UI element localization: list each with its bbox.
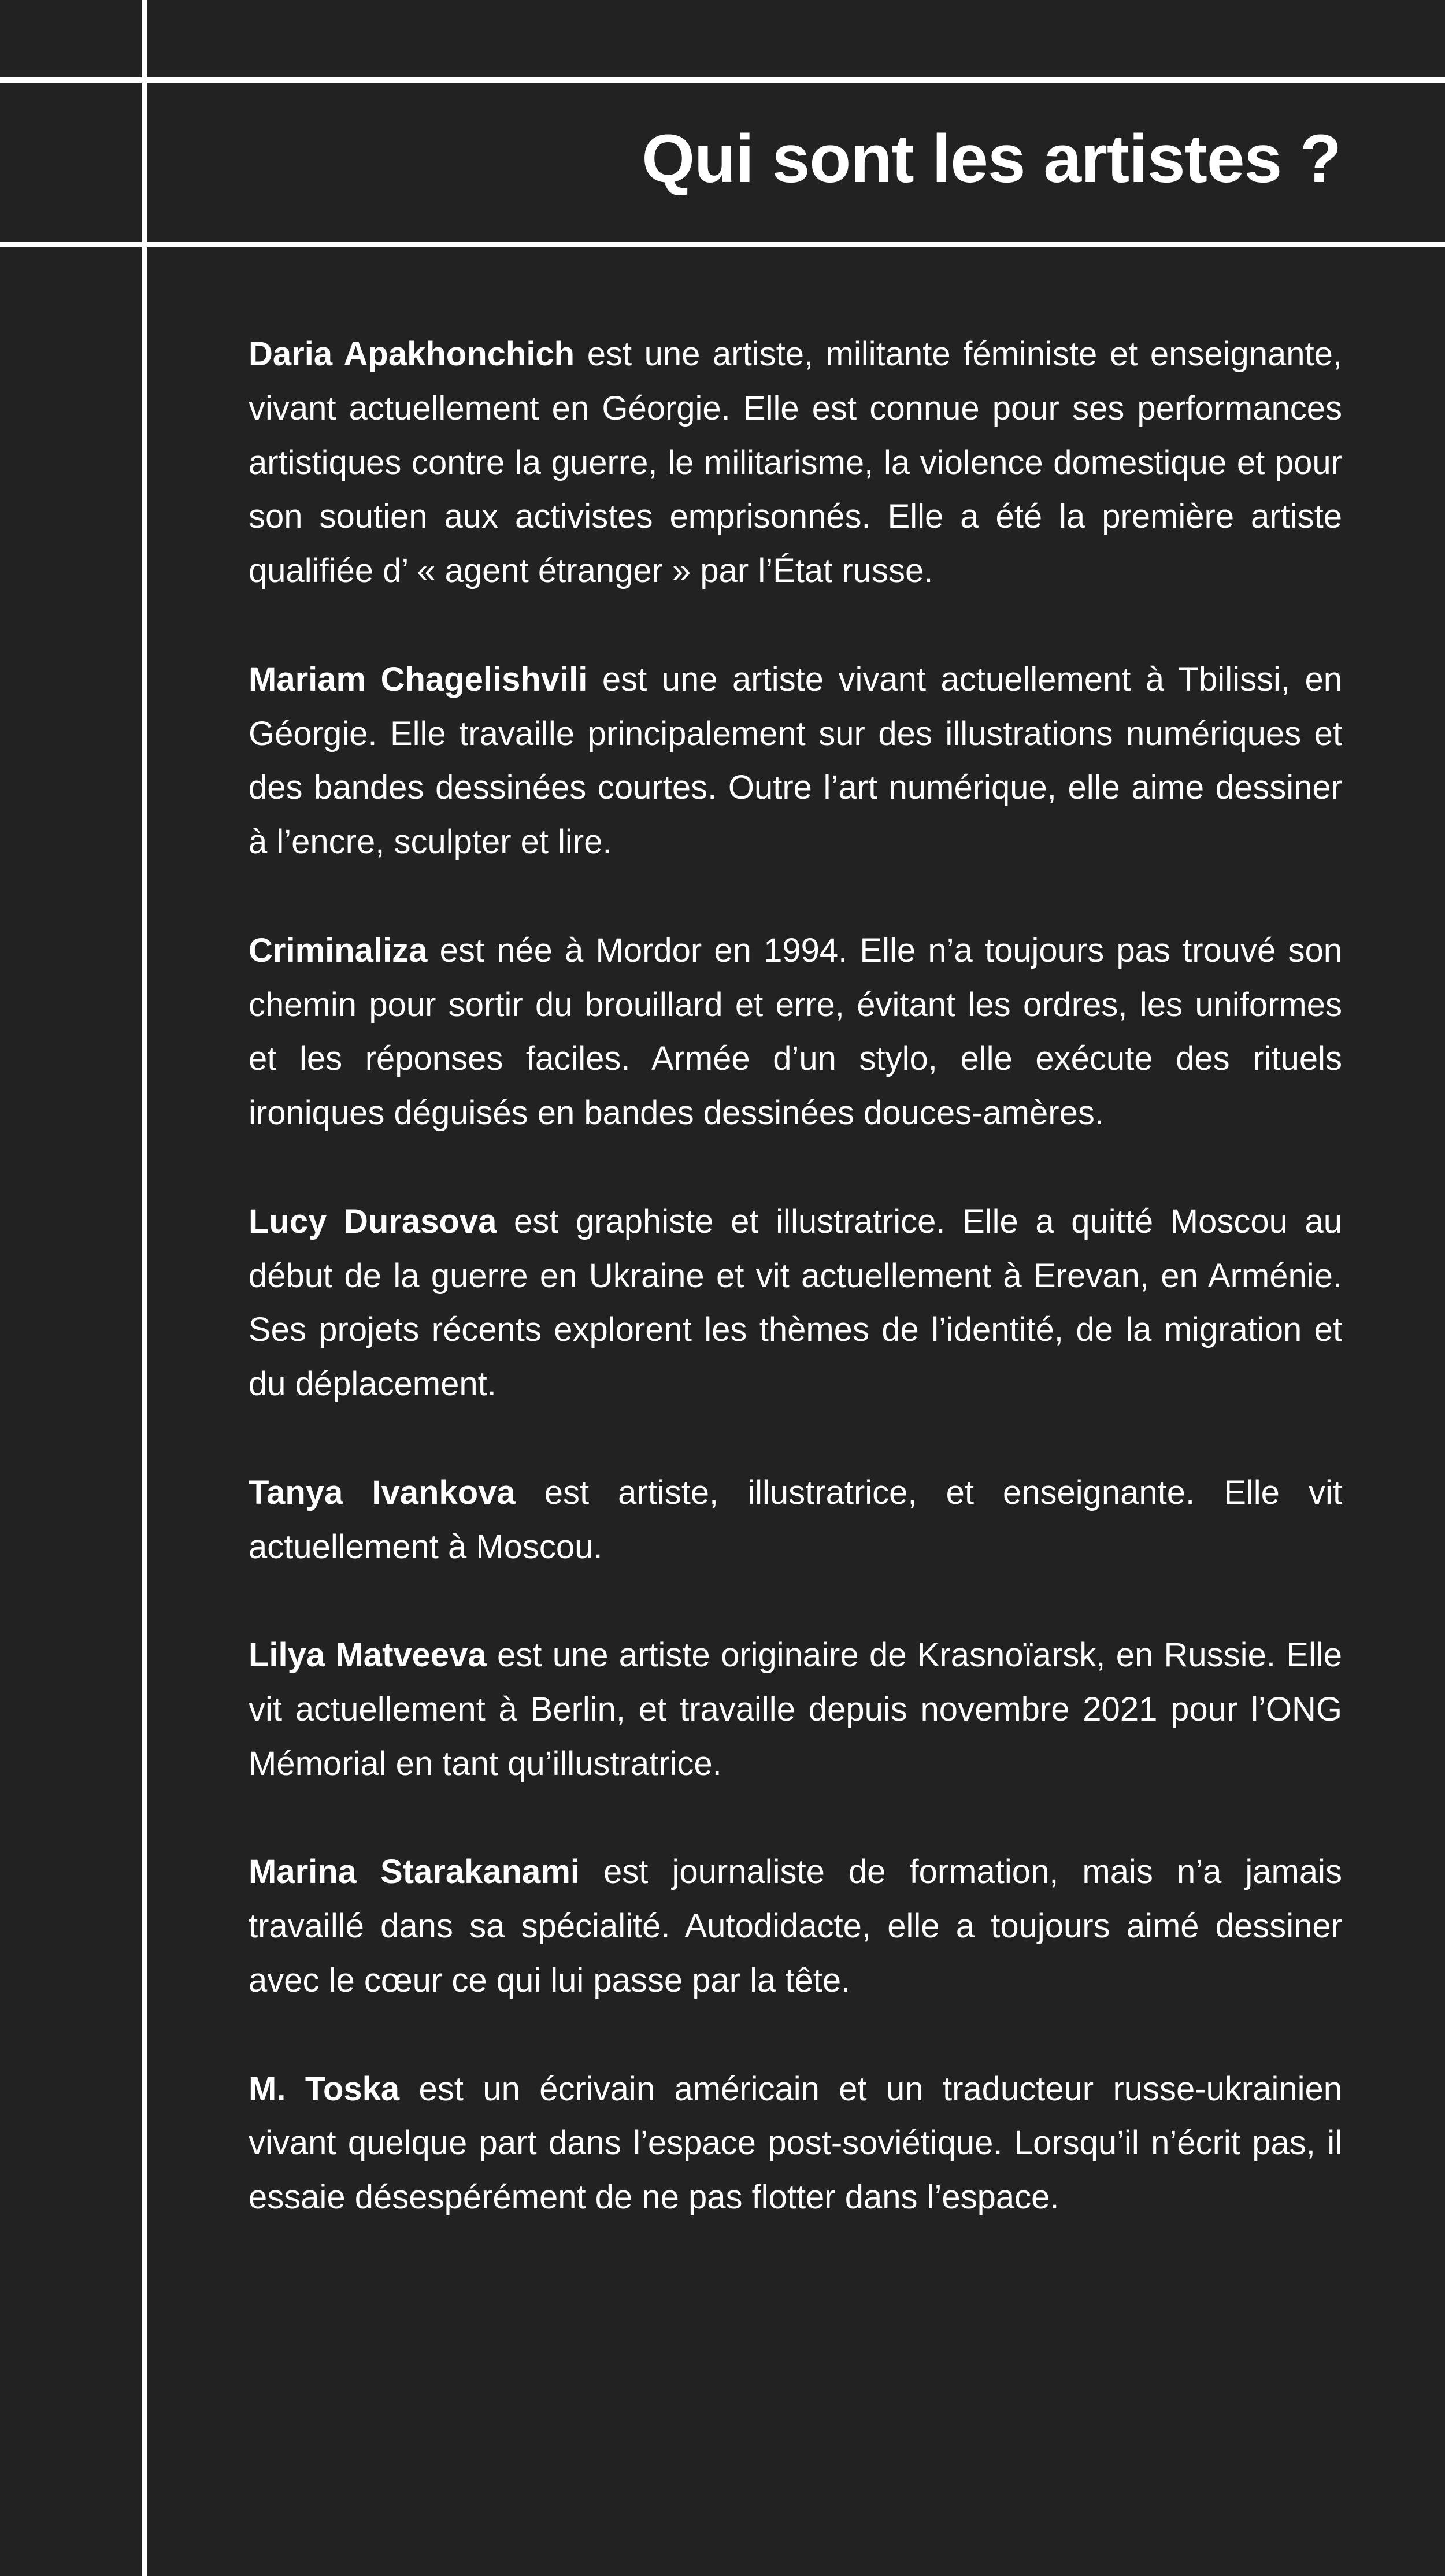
horizontal-rule-top: [0, 77, 1445, 83]
artist-bio-tanya-ivankova: [249, 1466, 1342, 1574]
artist-description: est une artiste originaire de Krasnoïarsk, en Russie. Elle vit actuellement à Berlin, et travaille depuis novembre 2021 pour l’ONG Mémorial en tant qu’illustratrice.: [249, 1636, 1342, 1782]
artist-description: est née à Mordor en 1994. Elle n’a toujours pas trouvé son chemin pour sortir du brouillard et erre, évitant les ordres, les uniformes et les réponses faciles. Armée d’un stylo, elle exécute des rituels ironiques déguisés en bandes dessinées douces-amères.: [249, 931, 1342, 1132]
artist-bio-m-toska: [249, 2062, 1342, 2225]
horizontal-rule-bottom: [0, 242, 1445, 247]
artist-name: Lilya Matveeva: [249, 1636, 487, 1674]
artist-bio-lilya-matveeva: [249, 1628, 1342, 1791]
artist-description: est journaliste de formation, mais n’a jamais travaillé dans sa spécialité. Autodidacte, elle a toujours aimé dessiner avec le cœur ce qui lui passe par la tête.: [249, 1853, 1342, 1999]
artist-name: Daria Apakhonchich: [249, 335, 575, 373]
artist-bio-mariam-chagelishvili: [249, 653, 1342, 869]
artist-bio-daria-apakhonchich: [249, 327, 1342, 598]
artist-bio-marina-starakanami: [249, 1845, 1342, 2007]
artist-name: Lucy Durasova: [249, 1202, 497, 1240]
artist-name: Tanya Ivankova: [249, 1473, 516, 1511]
artist-description: est graphiste et illustratrice. Elle a quitté Moscou au début de la guerre en Ukraine et vit actuellement à Erevan, en Arménie. Ses projets récents explorent les thèmes de l’identité, de la migration et du déplacement.: [249, 1202, 1343, 1403]
artist-name: Criminaliza: [249, 931, 428, 969]
artist-name: Mariam Chagelishvili: [249, 660, 588, 698]
vertical-rule: [142, 0, 147, 2576]
artist-name: Marina Starakanami: [249, 1853, 580, 1891]
artist-description: est un écrivain américain et un traducteur russe-ukrainien vivant quelque part dans l’espace post-soviétique. Lorsqu’il n’écrit pas, il essaie désespérément de ne pas flotter dans l’espace.: [249, 2070, 1343, 2217]
artist-description: est une artiste, militante féministe et enseignante, vivant actuellement en Géorgie. Elle est connue pour ses performances artistiques contre la guerre, le militarisme, la violence domestique et pour son soutien aux activistes emprisonnés. Elle a été la première artiste qualifiée d’ « agent étranger » par l’État russe.: [249, 335, 1342, 590]
artist-name: M. Toska: [249, 2070, 400, 2108]
artist-bio-lucy-durasova: [249, 1195, 1342, 1411]
page-title: Qui sont les artistes ?: [642, 121, 1341, 197]
artist-bio-criminaliza: [249, 924, 1342, 1140]
artist-description: est une artiste vivant actuellement à Tbilissi, en Géorgie. Elle travaille principalement sur des illustrations numériques et des bandes dessinées courtes. Outre l’art numérique, elle aime dessiner à l’encre, sculpter et lire.: [249, 660, 1342, 861]
artist-bios: [249, 327, 1342, 2225]
artist-description: est artiste, illustratrice, et enseignante. Elle vit actuellement à Moscou.: [249, 1473, 1342, 1566]
